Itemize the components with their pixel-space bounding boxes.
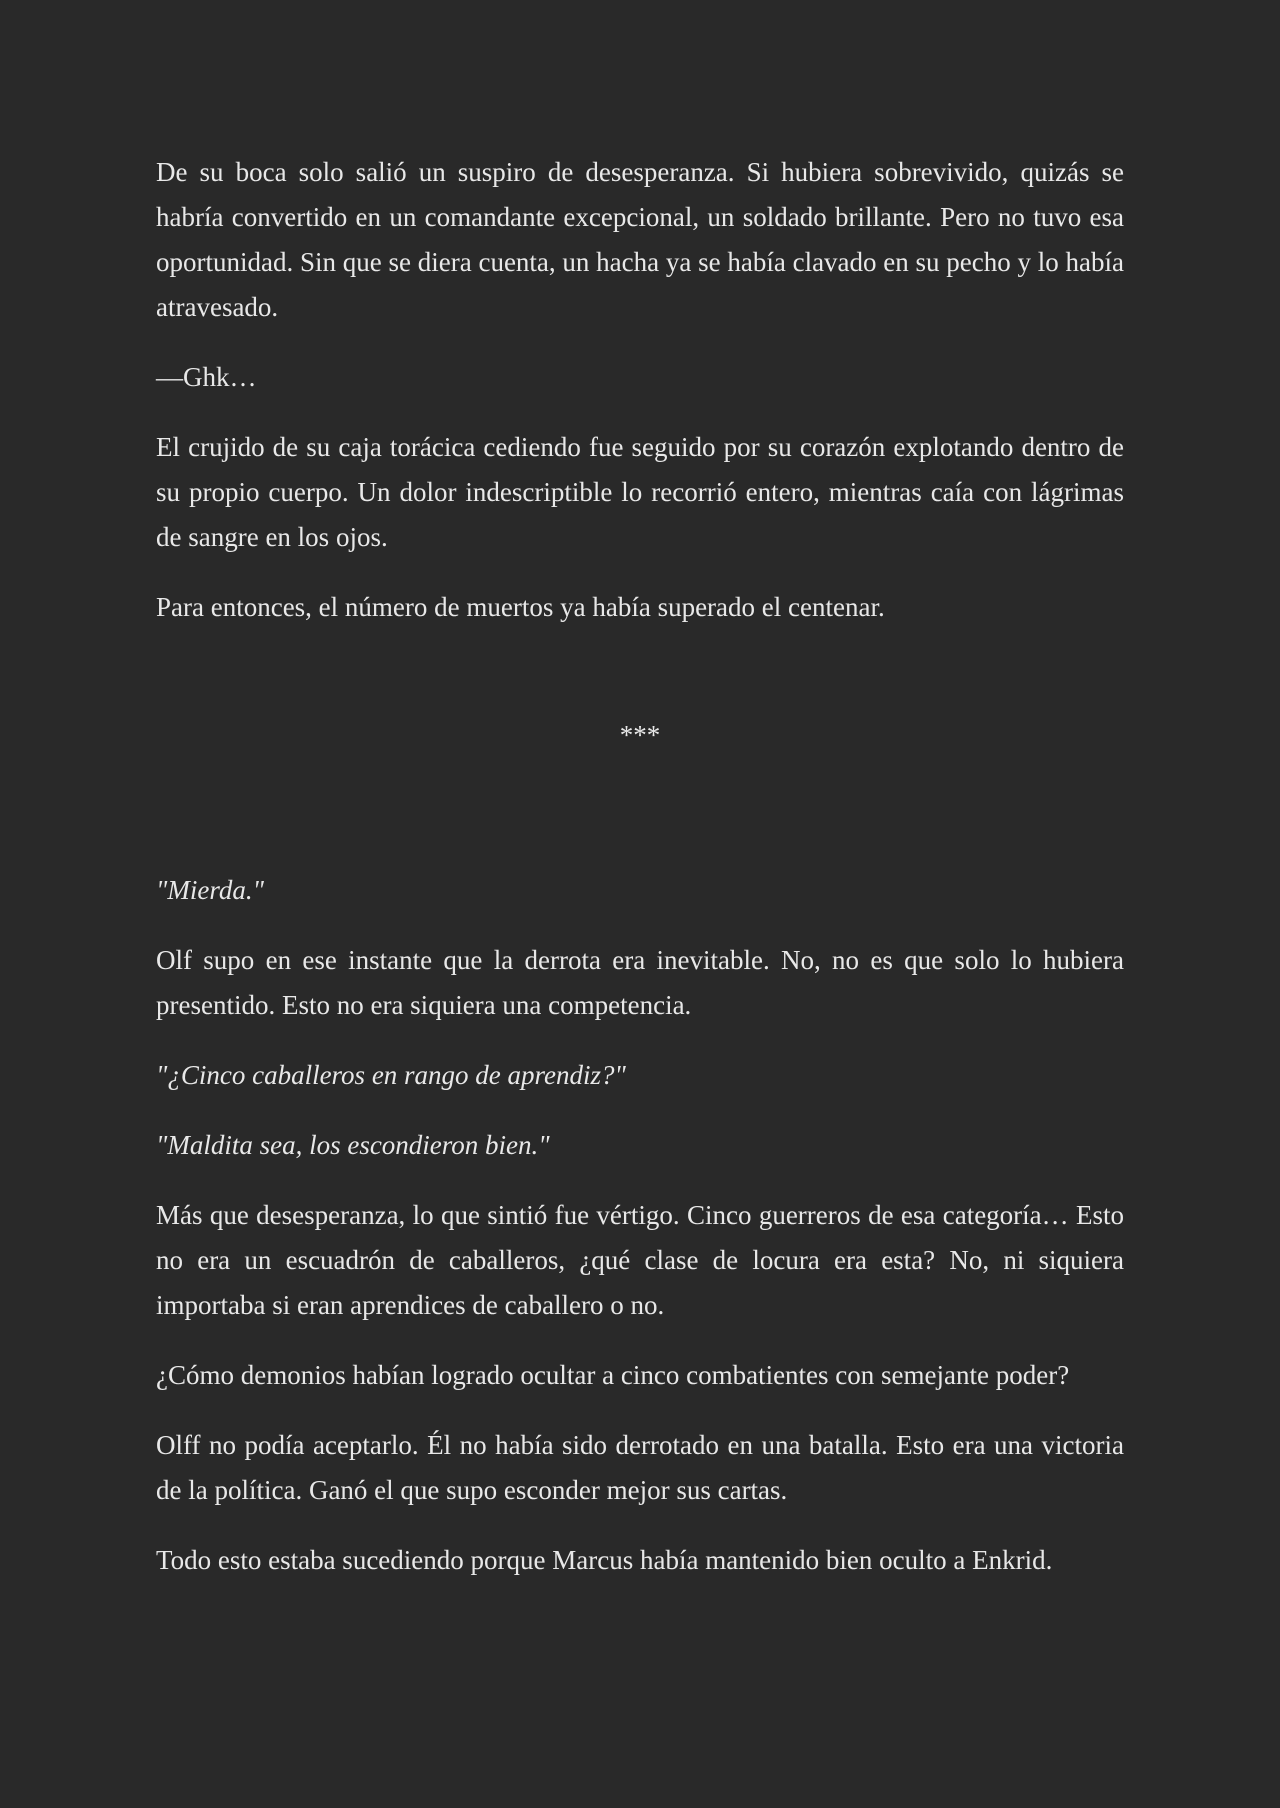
paragraph: Para entonces, el número de muertos ya había superado el centenar. (156, 592, 885, 622)
paragraph: El crujido de su caja torácica cediendo fue seguido por su corazón explotando dentro de su propio cuerpo. Un dolor indescriptible lo recorrió entero, mientras caía con lágrimas de sangre en los ojos. (156, 432, 1124, 552)
paragraph: De su boca solo salió un suspiro de desesperanza. Si hubiera sobrevivido, quizás se habría convertido en un comandante excepcional, un soldado brillante. Pero no tuvo esa oportunidad. Sin que se diera cuenta, un hacha ya se había clavado en su pecho y lo había atravesado. (156, 157, 1124, 322)
paragraph: Olf supo en ese instante que la derrota era inevitable. No, no es que solo lo hubiera presentido. Esto no era siquiera una competencia. (156, 945, 1124, 1020)
paragraph: ¿Cómo demonios habían logrado ocultar a cinco combatientes con semejante poder? (156, 1360, 1070, 1390)
paragraph: Más que desesperanza, lo que sintió fue vértigo. Cinco guerreros de esa categoría… Esto no era un escuadrón de caballeros, ¿qué clase de locura era esta? No, ni siquiera importaba si eran aprendices de caballero o no. (156, 1200, 1124, 1320)
paragraph: Todo esto estaba sucediendo porque Marcus había mantenido bien oculto a Enkrid. (156, 1545, 1053, 1575)
paragraph: Olff no podía aceptarlo. Él no había sido derrotado en una batalla. Esto era una victoria de la política. Ganó el que supo esconder mejor sus cartas. (156, 1430, 1124, 1505)
scene-separator: *** (619, 720, 661, 750)
dialogue-paragraph: "Mierda." (156, 875, 264, 905)
paragraph: —Ghk… (156, 362, 257, 392)
dialogue-paragraph: "¿Cinco caballeros en rango de aprendiz?" (156, 1060, 626, 1090)
dialogue-paragraph: "Maldita sea, los escondieron bien." (156, 1130, 550, 1160)
